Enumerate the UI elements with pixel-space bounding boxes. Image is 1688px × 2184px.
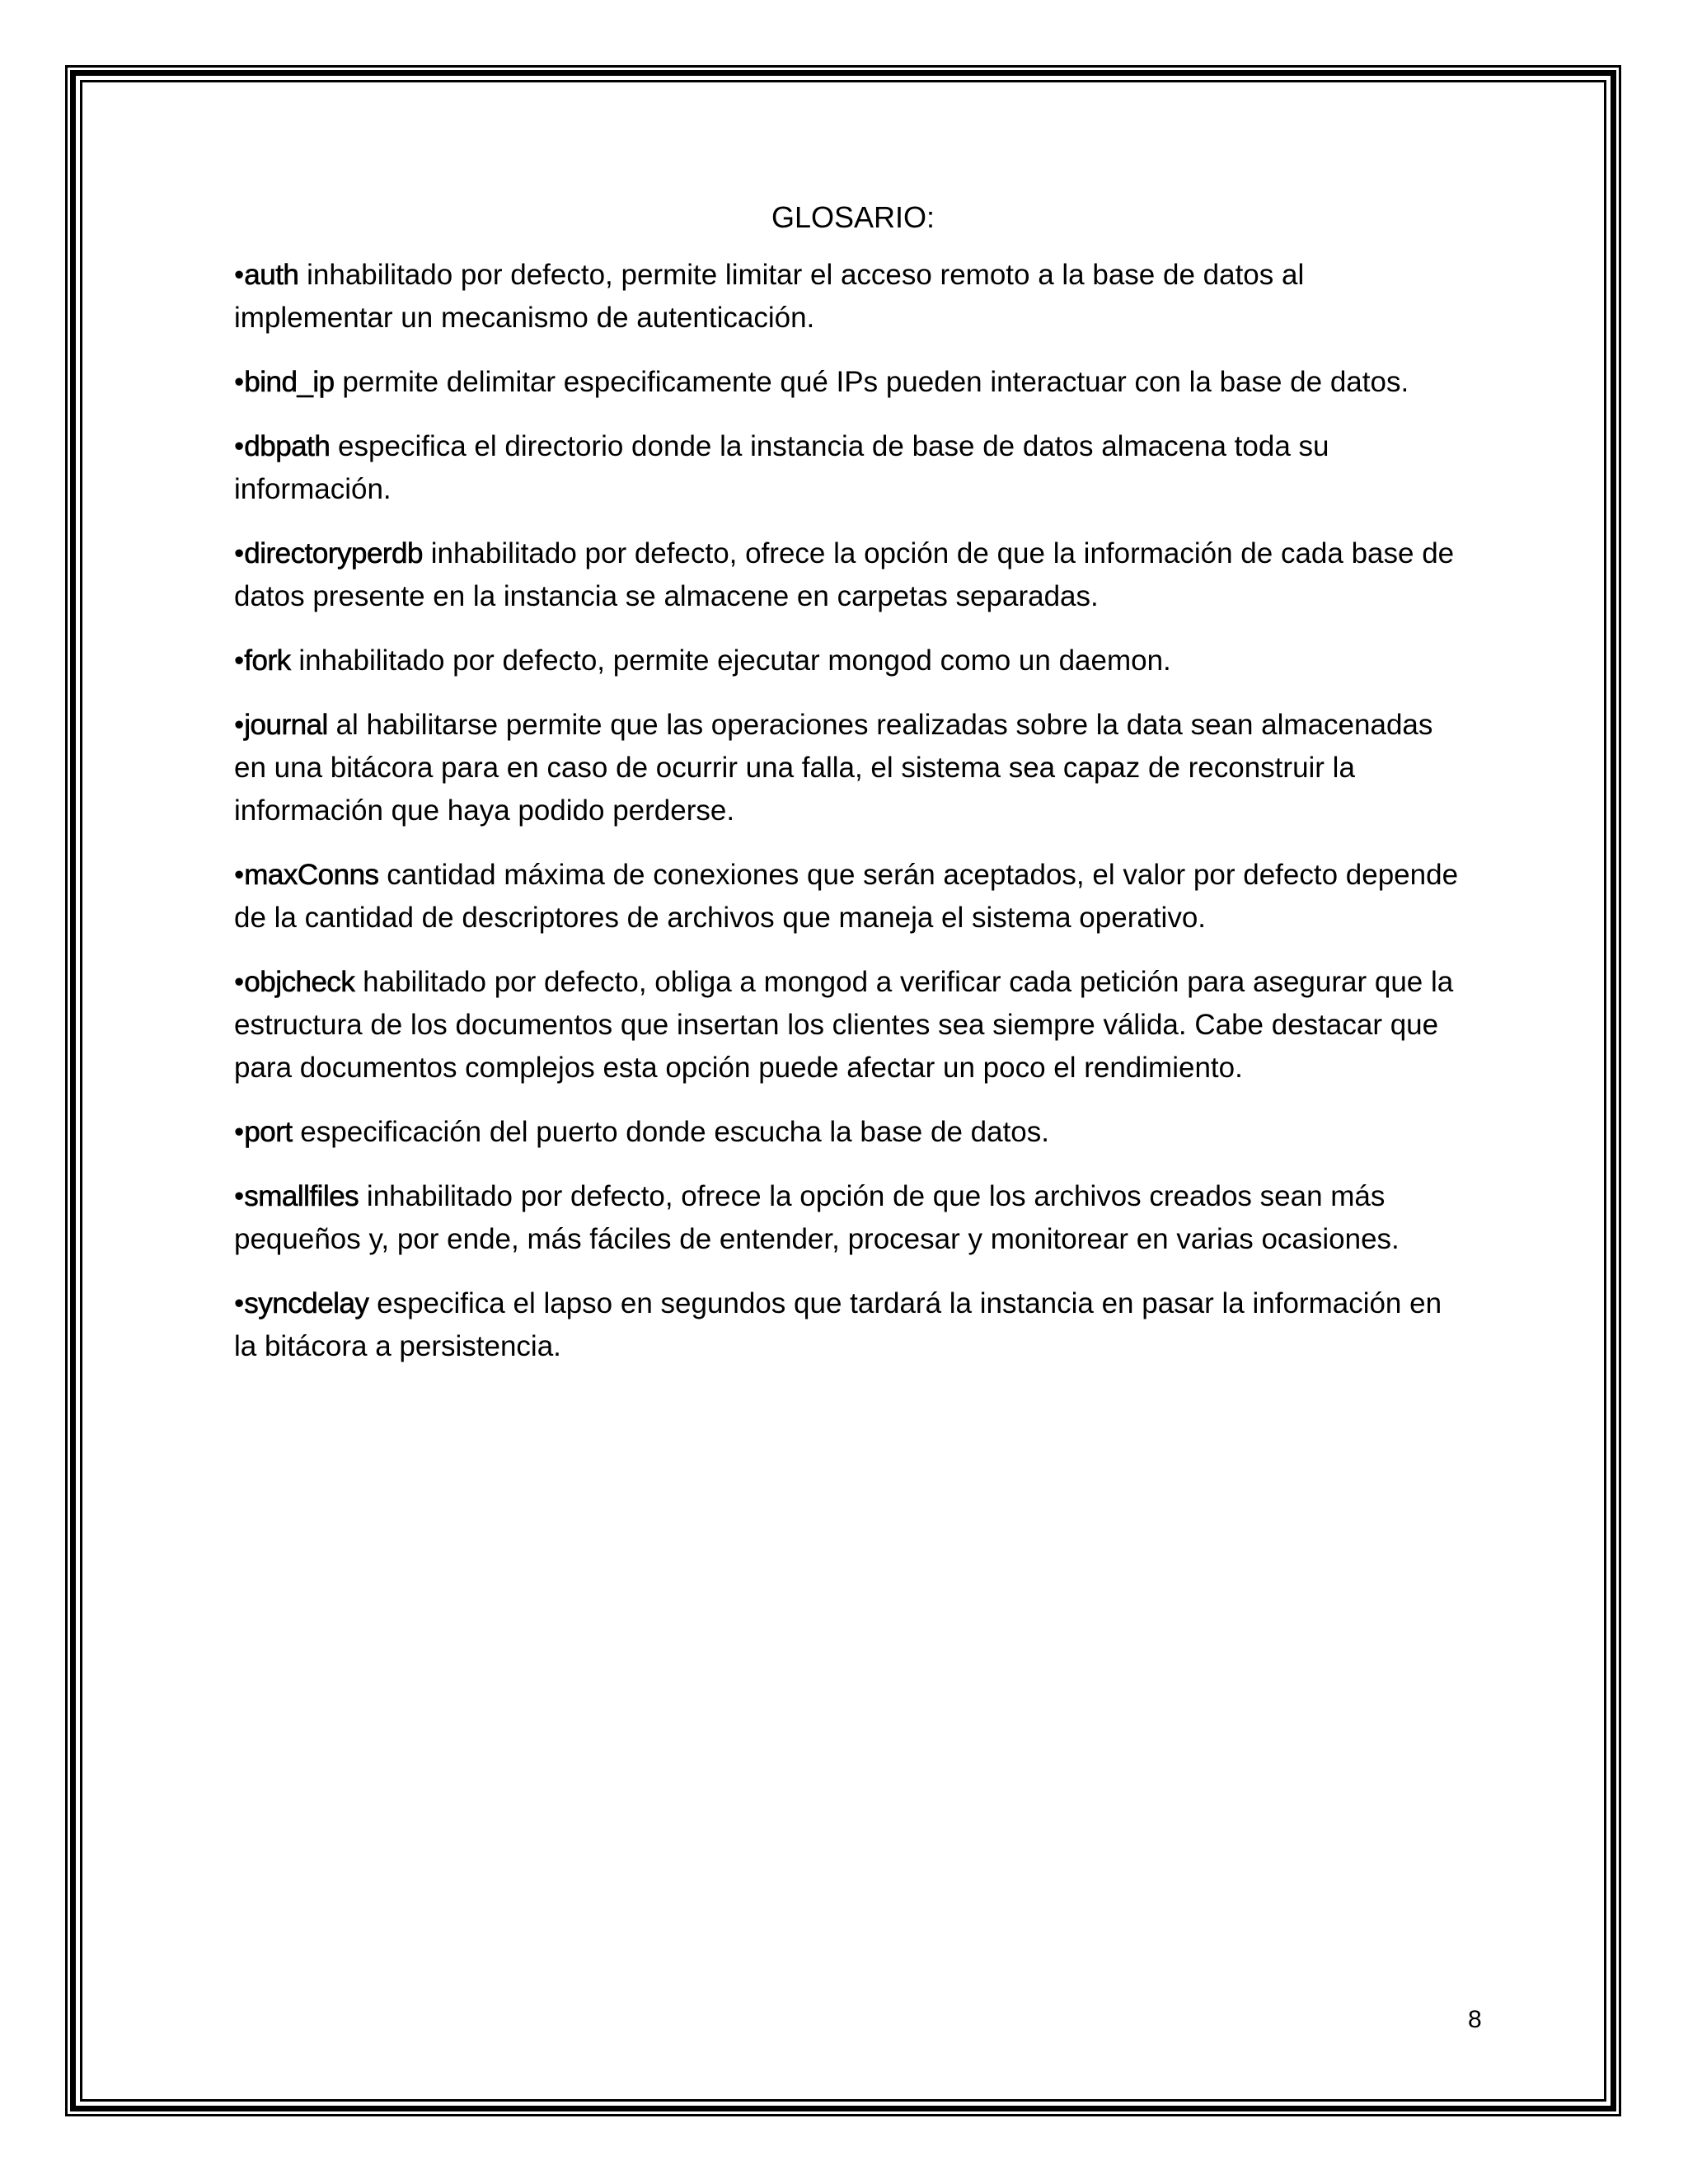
glossary-term: dbpath (244, 430, 331, 462)
bullet-icon: • (234, 430, 245, 462)
glossary-definition: inhabilitado por defecto, ofrece la opción de que la información de cada base de datos presente en la instancia se almacene en carpetas separadas. (234, 537, 1455, 612)
glossary-entry (234, 254, 1462, 340)
glossary-definition: especifica el lapso en segundos que tardará la instancia en pasar la información en la bitácora a persistencia. (234, 1287, 1442, 1362)
glossary-definition: inhabilitado por defecto, permite limitar el acceso remoto a la base de datos al implementar un mecanismo de autenticación. (234, 259, 1305, 334)
glossary-definition: cantidad máxima de conexiones que serán aceptados, el valor por defecto depende de la cantidad de descriptores de archivos que maneja el sistema operativo. (234, 859, 1459, 934)
glossary-title: GLOSARIO: (771, 200, 935, 234)
bullet-icon: • (234, 259, 245, 291)
bullet-icon: • (234, 1180, 245, 1212)
page-number: 8 (1468, 2006, 1482, 2033)
glossary-term: smallfiles (244, 1180, 359, 1212)
glossary-term: syncdelay (244, 1287, 369, 1319)
glossary-term: objcheck (244, 966, 355, 998)
glossary-entry (234, 425, 1462, 511)
glossary-term: fork (244, 644, 291, 677)
glossary-term: port (244, 1116, 293, 1148)
bullet-icon: • (234, 366, 245, 398)
glossary-content (234, 196, 1462, 1390)
bullet-icon: • (234, 1116, 245, 1148)
glossary-entry (234, 361, 1462, 404)
glossary-definition: inhabilitado por defecto, ofrece la opción de que los archivos creados sean más pequeños y, por ende, más fáciles de entender, procesar y monitorear en varias ocasiones. (234, 1180, 1400, 1255)
glossary-entry (234, 854, 1462, 940)
glossary-entry (234, 704, 1462, 832)
glossary-term: directoryperdb (244, 537, 423, 569)
glossary-definition: permite delimitar especificamente qué IPs pueden interactuar con la base de datos. (334, 366, 1409, 398)
glossary-definition: inhabilitado por defecto, permite ejecutar mongod como un daemon. (290, 644, 1171, 677)
glossary-definition: especifica el directorio donde la instancia de base de datos almacena toda su información. (234, 430, 1329, 505)
glossary-term: maxConns (244, 859, 379, 891)
glossary-definition: especificación del puerto donde escucha la base de datos. (292, 1116, 1049, 1148)
glossary-term: bind_ip (244, 366, 335, 398)
glossary-term: auth (244, 259, 299, 291)
glossary-definition: habilitado por defecto, obliga a mongod a verificar cada petición para asegurar que la estructura de los documentos que insertan los clientes sea siempre válida. Cabe destacar que para documentos complejos esta opción puede afectar un poco el rendimiento. (234, 966, 1454, 1084)
bullet-icon: • (234, 644, 245, 677)
bullet-icon: • (234, 859, 245, 891)
glossary-entry (234, 1175, 1462, 1261)
bullet-icon: • (234, 709, 245, 741)
glossary-entry (234, 532, 1462, 618)
glossary-entry (234, 1282, 1462, 1368)
bullet-icon: • (234, 1287, 245, 1319)
glossary-definition: al habilitarse permite que las operaciones realizadas sobre la data sean almacenadas en una bitácora para en caso de ocurrir una falla, el sistema sea capaz de reconstruir la información que haya podido perderse. (234, 709, 1433, 827)
bullet-icon: • (234, 966, 245, 998)
glossary-entry (234, 640, 1462, 682)
bullet-icon: • (234, 537, 245, 569)
glossary-entry (234, 961, 1462, 1090)
glossary-entry (234, 1111, 1462, 1154)
glossary-term: journal (244, 709, 328, 741)
